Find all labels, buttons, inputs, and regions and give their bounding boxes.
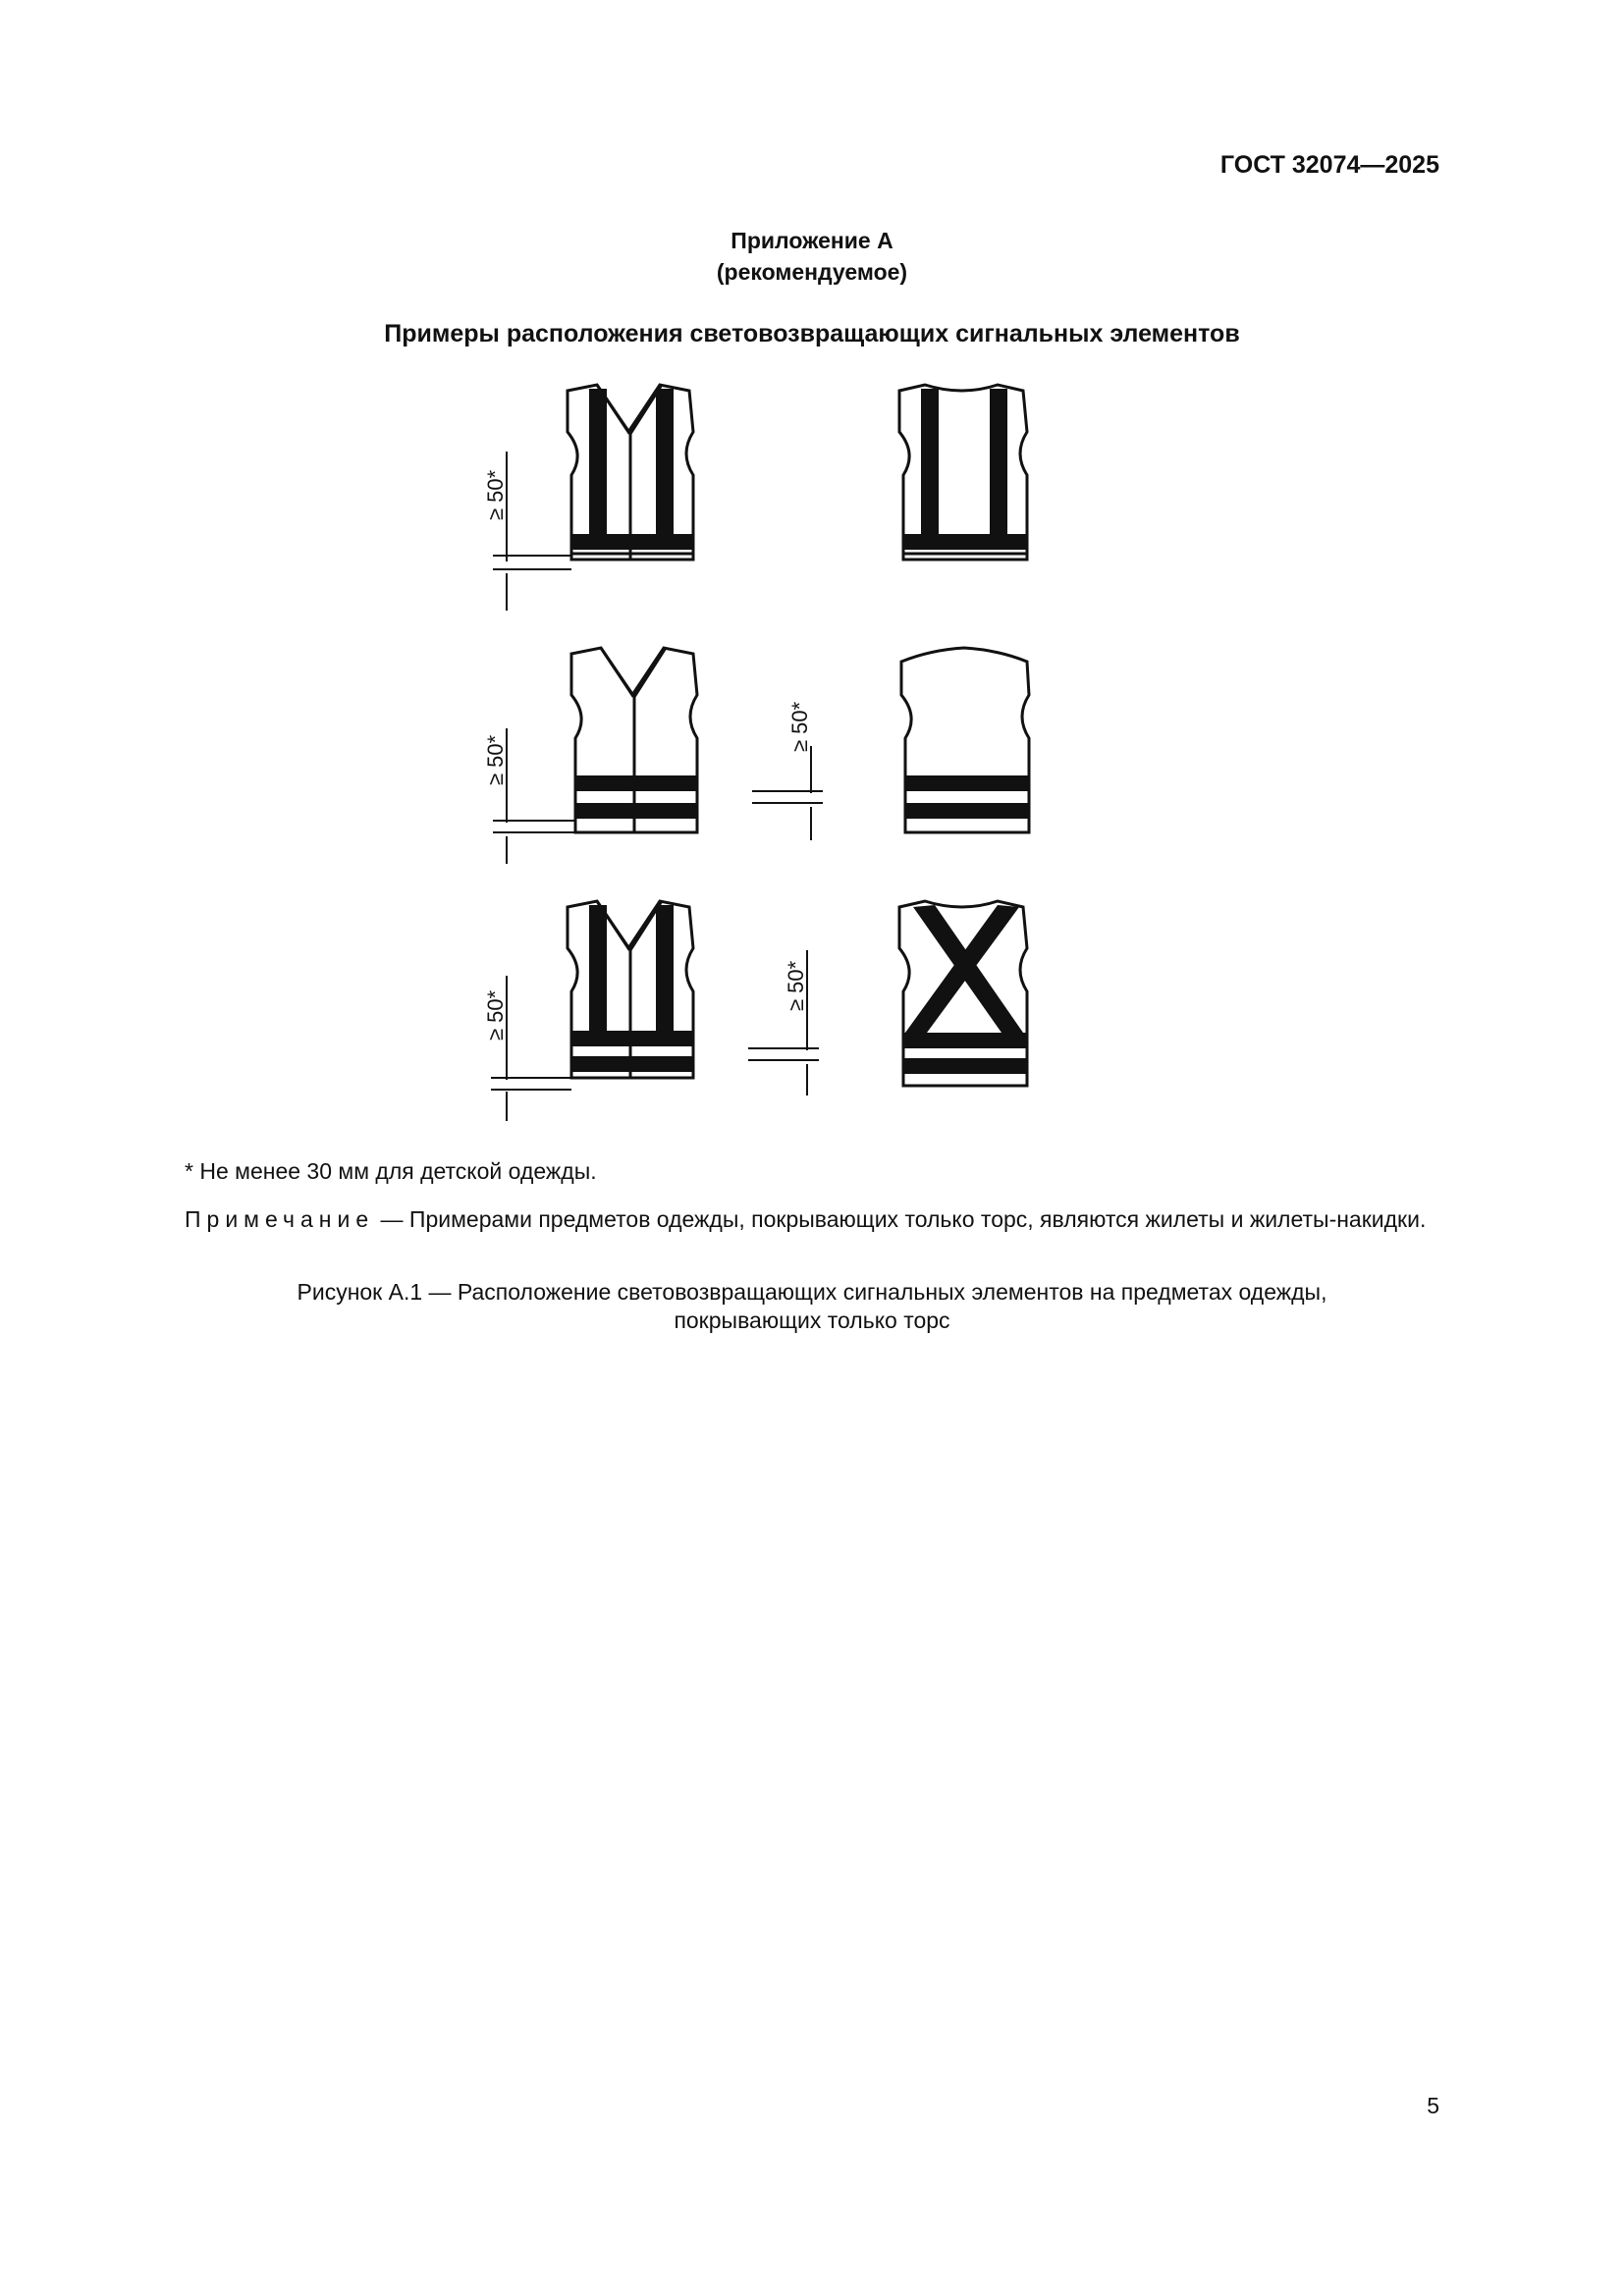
figure-caption [0, 1278, 1624, 1335]
figure-note [117, 1205, 1439, 1234]
vest-figure [0, 0, 1624, 1139]
document-code: ГОСТ 32074—2025 [1219, 151, 1439, 179]
caption-line-2: покрывающих только торс [674, 1308, 950, 1333]
annex-subtitle: (рекомендуемое) [716, 259, 908, 285]
caption-line-1: Рисунок А.1 — Расположение световозвращающих сигнальных элементов на предметах одежды, [297, 1279, 1327, 1305]
dimension-label-2b: ≥ 50* [787, 701, 812, 752]
note-lead: Примечание [185, 1206, 375, 1232]
vest-back-2 [901, 648, 1029, 832]
dimension-label-2a: ≥ 50* [483, 734, 508, 785]
vest-front-3 [568, 901, 693, 1078]
annex-title: Приложение А [731, 228, 893, 253]
vest-back-3 [899, 901, 1027, 1086]
note-text: — Примерами предметов одежды, покрывающих только торс, являются жилеты и жилеты-накидки. [374, 1206, 1427, 1232]
vest-back-1 [899, 385, 1027, 560]
dimension-1 [483, 452, 571, 611]
section-heading: Примеры расположения световозвращающих сигнальных элементов [384, 320, 1240, 347]
dimension-label-1: ≥ 50* [483, 469, 508, 520]
dimension-label-3a: ≥ 50* [483, 989, 508, 1041]
figure-footnote: * Не менее 30 мм для детской одежды. [185, 1158, 597, 1184]
vest-front-2 [571, 648, 697, 832]
dimension-label-3b: ≥ 50* [784, 960, 808, 1011]
vest-front-1 [568, 385, 693, 560]
page-number: 5 [1427, 2093, 1439, 2118]
